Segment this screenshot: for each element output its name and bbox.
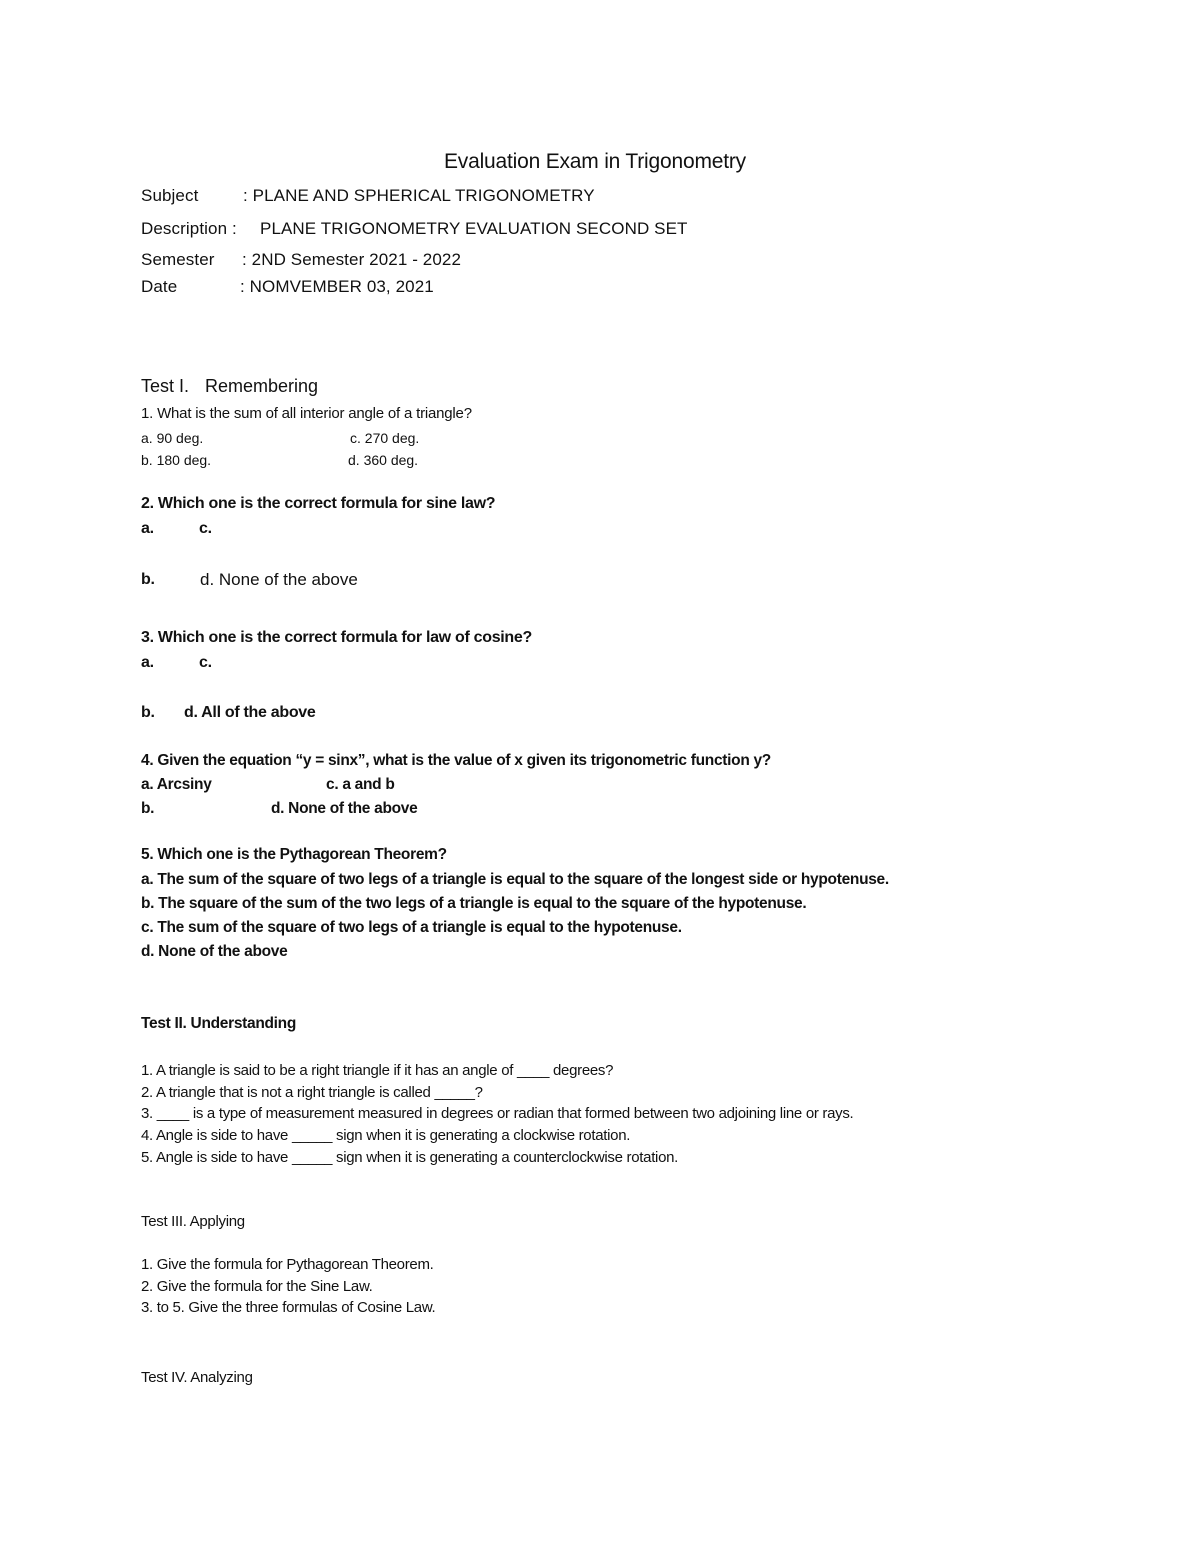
test1-heading-number: Test I.	[141, 376, 190, 396]
q4-option-d: d. None of the above	[271, 800, 418, 817]
description-label: Description :	[141, 219, 237, 238]
subject-value: : PLANE AND SPHERICAL TRIGONOMETRY	[243, 186, 595, 205]
q1-option-d: d. 360 deg.	[348, 452, 419, 468]
test3-item-3: 3. to 5. Give the three formulas of Cosine Law.	[141, 1299, 436, 1316]
question-4: 4. Given the equation “y = sinx”, what is the value of x given its trigonometric function y?	[141, 752, 771, 769]
q2-option-c: c.	[199, 520, 212, 537]
test2-item-4: 4. Angle is side to have _____ sign when it is generating a clockwise rotation.	[141, 1127, 631, 1144]
semester-value: : 2ND Semester 2021 - 2022	[242, 250, 461, 269]
test3-item-1: 1. Give the formula for Pythagorean Theorem.	[141, 1256, 434, 1273]
question-5: 5. Which one is the Pythagorean Theorem?	[141, 846, 447, 863]
q5-option-b: b. The square of the sum of the two legs of a triangle is equal to the square of the hypotenuse.	[141, 895, 807, 912]
q3-option-c: c.	[199, 654, 212, 671]
semester-label: Semester	[141, 250, 215, 269]
test2-item-3: 3. ____ is a type of measurement measured in degrees or radian that formed between two adjoining line or rays.	[141, 1105, 854, 1122]
test2-item-5: 5. Angle is side to have _____ sign when it is generating a counterclockwise rotation.	[141, 1149, 679, 1166]
test2-item-2: 2. A triangle that is not a right triangle is called _____?	[141, 1084, 483, 1101]
q5-option-c: c. The sum of the square of two legs of a triangle is equal to the hypotenuse.	[141, 919, 682, 936]
test3-heading: Test III. Applying	[141, 1213, 245, 1230]
q4-option-a: a. Arcsiny	[141, 776, 212, 793]
date-label: Date	[141, 277, 178, 296]
test3-item-2: 2. Give the formula for the Sine Law.	[141, 1278, 373, 1295]
description-value: PLANE TRIGONOMETRY EVALUATION SECOND SET	[260, 219, 688, 238]
test4-heading: Test IV. Analyzing	[141, 1369, 253, 1386]
question-2: 2. Which one is the correct formula for sine law?	[141, 495, 496, 512]
page-title: Evaluation Exam in Trigonometry	[444, 150, 746, 173]
q4-option-c: c. a and b	[326, 776, 395, 793]
q5-option-a: a. The sum of the square of two legs of a triangle is equal to the square of the longest side or hypotenuse.	[141, 871, 889, 888]
q1-option-c: c. 270 deg.	[350, 430, 420, 446]
q1-option-b: b. 180 deg.	[141, 452, 212, 468]
question-1: 1. What is the sum of all interior angle of a triangle?	[141, 405, 472, 422]
q3-option-d: d. All of the above	[184, 704, 316, 721]
question-3: 3. Which one is the correct formula for law of cosine?	[141, 629, 532, 646]
q2-option-d: d. None of the above	[200, 570, 358, 589]
subject-label: Subject	[141, 186, 199, 205]
q5-option-d: d. None of the above	[141, 943, 288, 960]
q4-option-b: b.	[141, 800, 155, 817]
test2-item-1: 1. A triangle is said to be a right triangle if it has an angle of ____ degrees?	[141, 1062, 614, 1079]
q2-option-b: b.	[141, 571, 155, 588]
q3-option-a: a.	[141, 654, 154, 671]
q3-option-b: b.	[141, 704, 155, 721]
test1-heading-title: Remembering	[205, 376, 319, 396]
q2-option-a: a.	[141, 520, 154, 537]
test2-heading: Test II. Understanding	[141, 1015, 297, 1032]
q1-option-a: a. 90 deg.	[141, 430, 204, 446]
date-value: : NOMVEMBER 03, 2021	[240, 277, 434, 296]
